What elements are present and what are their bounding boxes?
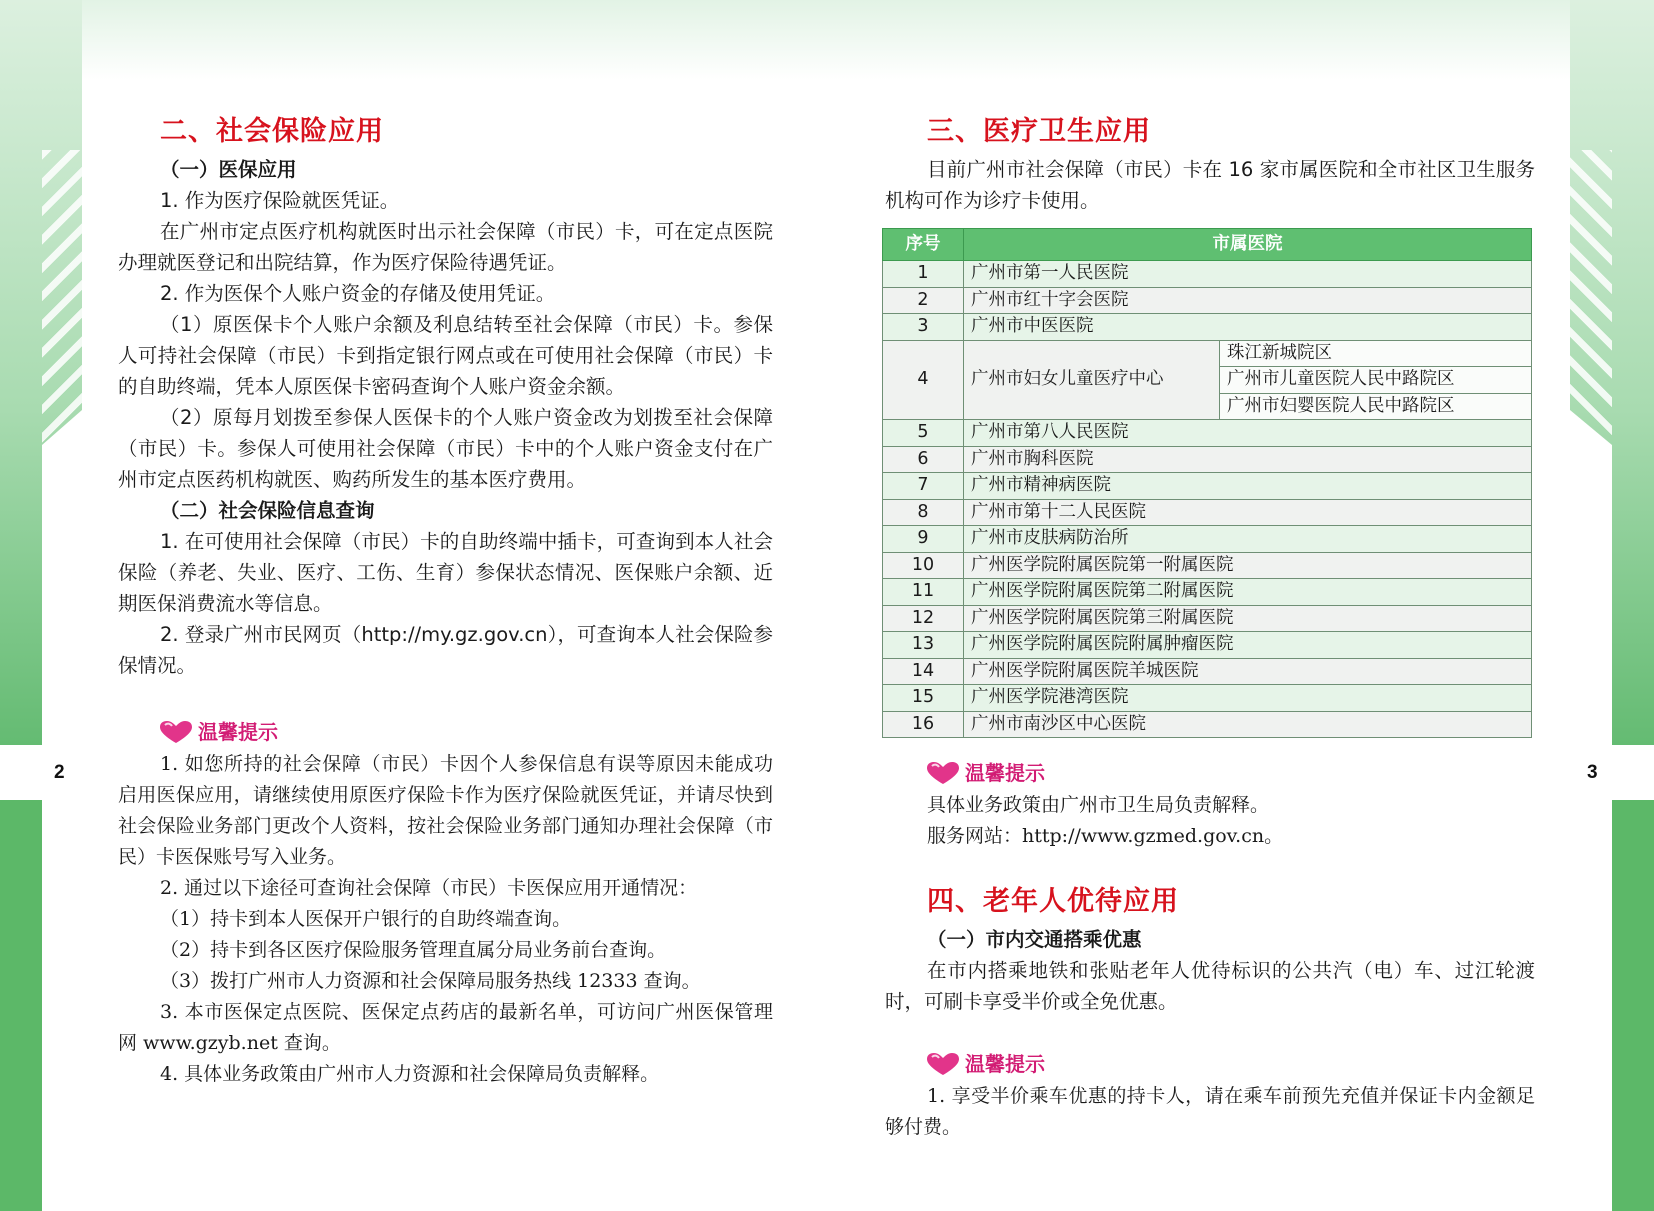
tip-paragraph: （2）持卡到各区医疗保险服务管理直属分局业务前台查询。 xyxy=(160,939,667,961)
section-heading-elderly: 四、老年人优待应用 xyxy=(927,886,1179,917)
tip-paragraph: （3）拨打广州市人力资源和社会保障局服务热线 12333 查询。 xyxy=(160,970,701,992)
paragraph: 目前广州市社会保障（市民）卡在 16 家市属医院和全市社区卫生服务机构可作为诊疗卡使用。 xyxy=(885,158,1535,212)
heart-icon xyxy=(925,761,961,785)
tip-label: 温馨提示 xyxy=(198,719,278,744)
paragraph: （2）原每月划拨至参保人医保卡的个人账户资金改为划拨至社会保障（市民）卡。参保人可使用社会保障（市民）卡中的个人账户资金支付在广州市定点医药机构就医、购药所发生的基本医疗费用。 xyxy=(118,406,773,491)
tip-paragraph: 服务网站：http://www.gzmed.gov.cn。 xyxy=(927,825,1284,847)
table-row: 13 广州医学院附属医院附属肿瘤医院 xyxy=(883,632,1532,659)
right-bottom-bar xyxy=(1612,800,1654,1211)
tip-paragraph: 3. 本市医保定点医院、医保定点药店的最新名单，可访问广州医保管理网 www.gzyb.net 查询。 xyxy=(118,1001,773,1054)
heart-icon xyxy=(925,1052,961,1076)
tip-header xyxy=(925,1047,1535,1081)
table-row: 1 广州市第一人民医院 xyxy=(883,261,1532,288)
paragraph: 在市内搭乘地铁和张贴老年人优待标识的公共汽（电）车、过江轮渡时，可刷卡享受半价或全免优惠。 xyxy=(885,959,1535,1013)
right-page xyxy=(885,112,1535,1143)
left-page xyxy=(118,112,773,1090)
paragraph: （1）原医保卡个人账户余额及利息结转至社会保障（市民）卡。参保人可持社会保障（市民）卡到指定银行网点或在可使用社会保障（市民）卡的自助终端，凭本人原医保卡密码查询个人账户资金余额。 xyxy=(118,313,773,398)
table-row: 2 广州市红十字会医院 xyxy=(883,287,1532,314)
paragraph: 在广州市定点医疗机构就医时出示社会保障（市民）卡，可在定点医院办理就医登记和出院结算，作为医疗保险待遇凭证。 xyxy=(118,220,773,274)
right-stripe-pattern xyxy=(1570,150,1612,450)
paragraph: 1. 作为医疗保险就医凭证。 xyxy=(160,189,400,212)
table-subcell: 广州市妇婴医院人民中路院区 xyxy=(1220,393,1532,420)
table-row: 5 广州市第八人民医院 xyxy=(883,420,1532,447)
table-row: 11 广州医学院附属医院第二附属医院 xyxy=(883,579,1532,606)
tip-paragraph: 4. 具体业务政策由广州市人力资源和社会保障局负责解释。 xyxy=(160,1063,660,1085)
tip-label: 温馨提示 xyxy=(965,760,1045,785)
tip-paragraph: 2. 通过以下途径可查询社会保障（市民）卡医保应用开通情况： xyxy=(160,877,698,899)
table-row: 15 广州医学院港湾医院 xyxy=(883,685,1532,712)
table-subcell: 广州市儿童医院人民中路院区 xyxy=(1220,367,1532,394)
subheading-info-query: （二）社会保险信息查询 xyxy=(160,499,375,522)
table-row: 6 广州市胸科医院 xyxy=(883,446,1532,473)
hospital-table xyxy=(882,228,1532,738)
tip-paragraph: 1. 如您所持的社会保障（市民）卡因个人参保信息有误等原因未能成功启用医保应用，请继续使用原医疗保险卡作为医疗保险就医凭证，并请尽快到社会保险业务部门更改个人资料，按社会保险业务部门通知办理社会保障（市民）卡医保账号写入业务。 xyxy=(118,753,773,868)
table-row: 12 广州医学院附属医院第三附属医院 xyxy=(883,605,1532,632)
heart-icon xyxy=(158,720,194,744)
table-row: 8 广州市第十二人民医院 xyxy=(883,499,1532,526)
subheading-transit-discount: （一）市内交通搭乘优惠 xyxy=(927,928,1142,951)
page-number-left: 2 xyxy=(54,762,65,783)
table-row: 9 广州市皮肤病防治所 xyxy=(883,526,1532,553)
table-row: 7 广州市精神病医院 xyxy=(883,473,1532,500)
tip-header xyxy=(925,756,1535,790)
top-gradient-band xyxy=(80,0,1570,80)
tip-header xyxy=(158,715,773,749)
tip-label: 温馨提示 xyxy=(965,1051,1045,1076)
left-bottom-bar xyxy=(0,800,42,1211)
table-row: 16 广州市南沙区中心医院 xyxy=(883,711,1532,738)
table-row: 10 广州医学院附属医院第一附属医院 xyxy=(883,552,1532,579)
table-header-hospital: 市属医院 xyxy=(964,229,1532,261)
tip-paragraph: 具体业务政策由广州市卫生局负责解释。 xyxy=(927,794,1270,816)
section-heading-social-insurance: 二、社会保险应用 xyxy=(160,116,384,147)
table-row: 4 广州市妇女儿童医疗中心 珠江新城院区 xyxy=(883,340,1532,367)
section-heading-medical-health: 三、医疗卫生应用 xyxy=(927,116,1151,147)
subheading-medical-insurance: （一）医保应用 xyxy=(160,158,297,181)
paragraph: 2. 登录广州市民网页（http://my.gz.gov.cn），可查询本人社会保险参保情况。 xyxy=(118,623,773,677)
paragraph: 2. 作为医保个人账户资金的存储及使用凭证。 xyxy=(160,282,556,305)
table-subcell: 珠江新城院区 xyxy=(1220,340,1532,367)
page-number-right: 3 xyxy=(1587,762,1598,783)
tip-paragraph: 1. 享受半价乘车优惠的持卡人，请在乘车前预先充值并保证卡内金额足够付费。 xyxy=(885,1085,1535,1138)
table-row: 3 广州市中医医院 xyxy=(883,314,1532,341)
table-header-index: 序号 xyxy=(883,229,964,261)
tip-paragraph: （1）持卡到本人医保开户银行的自助终端查询。 xyxy=(160,908,572,930)
left-stripe-pattern xyxy=(42,150,82,450)
paragraph: 1. 在可使用社会保障（市民）卡的自助终端中插卡，可查询到本人社会保险（养老、失业、医疗、工伤、生育）参保状态情况、医保账户余额、近期医保消费流水等信息。 xyxy=(118,530,773,615)
table-row: 14 广州医学院附属医院羊城医院 xyxy=(883,658,1532,685)
